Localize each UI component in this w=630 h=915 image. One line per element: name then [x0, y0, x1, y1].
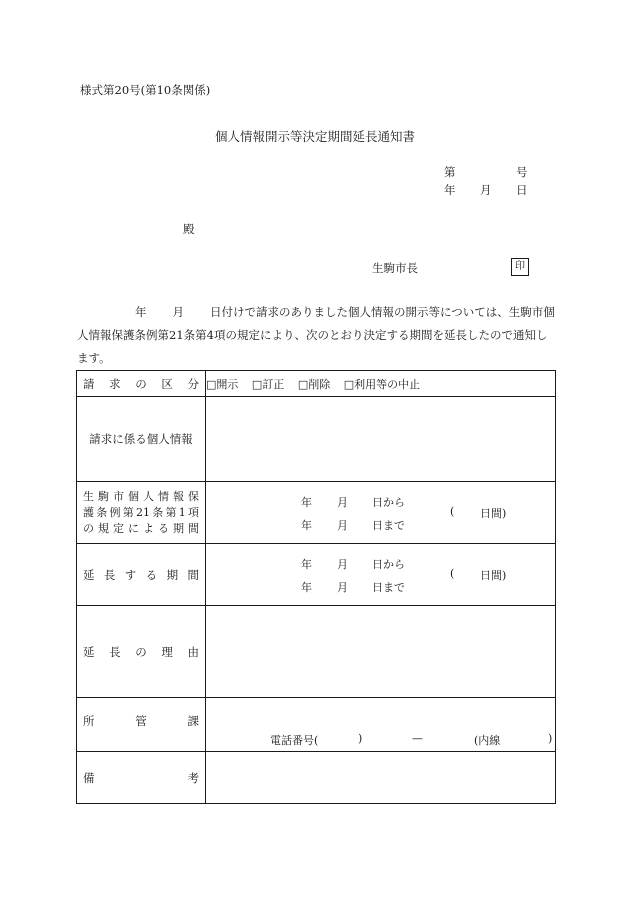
row-department [77, 698, 556, 752]
ep-days-close: 日間) [480, 569, 507, 582]
remarks-value[interactable] [206, 752, 556, 804]
body-text: 日付けで請求のありました個人情報の開示等については、生駒市個人情報保護条例第21条第4項の規定により、次のとおり決定する期間を延長したので通知します。 [77, 305, 555, 365]
issuer: 生駒市長 [372, 261, 418, 275]
ep-from-day: 日から [372, 558, 405, 571]
phone-label: 電話番号( [270, 734, 319, 747]
ep-to-day: 日まで [372, 581, 405, 594]
addressee-honorific: 殿 [183, 222, 195, 236]
option-stop-use[interactable]: □利用等の中止 [343, 377, 421, 391]
seal-stamp: 印 [511, 258, 529, 276]
row-personal-info [77, 397, 556, 482]
document-title: 個人情報開示等決定期間延長通知書 [214, 129, 415, 144]
row-ordinance-period [77, 482, 556, 544]
ep-from-month: 月 [337, 558, 348, 571]
label-personal-info: 請求に係る個人情報 [77, 397, 206, 482]
document-number-prefix: 第 [444, 165, 456, 179]
form-number: 様式第20号(第10条関係) [80, 83, 211, 97]
personal-info-value[interactable] [206, 397, 556, 482]
phone-dash: — [412, 732, 423, 745]
extension-open: (内線 [474, 734, 501, 747]
option-correction[interactable]: □訂正 [251, 377, 285, 391]
label-ordinance-period: 生 駒 市 個 人 情 報 保 護 条 例 第 21 条 第 1 項 の 規 定 に よ る 期 間 [77, 482, 206, 544]
label-extension-period: 延 長 す る 期 間 [77, 544, 206, 606]
label-reason: 延 長 の 理 由 [77, 606, 206, 698]
label-request-type-text: 請 求 の 区 分 [83, 376, 199, 391]
op-to-day: 日まで [372, 519, 405, 532]
op-days-open: ( [450, 505, 455, 518]
date-month: 月 [480, 183, 492, 197]
request-type-options [206, 371, 556, 397]
body-month: 月 [172, 305, 184, 319]
option-disclosure[interactable]: □開示 [206, 377, 239, 391]
row-reason [77, 606, 556, 698]
row-extension-period [77, 544, 556, 606]
op-days-close: 日間) [480, 507, 507, 520]
ep-to-year: 年 [301, 581, 312, 594]
op-to-month: 月 [337, 519, 348, 532]
extension-period-value[interactable] [206, 544, 556, 606]
reason-value[interactable] [206, 606, 556, 698]
op-from-day: 日から [372, 496, 405, 509]
label-remarks: 備 考 [77, 752, 206, 804]
option-deletion[interactable]: □削除 [297, 377, 331, 391]
phone-close: ) [358, 732, 363, 745]
ep-days-open: ( [450, 567, 455, 580]
body-year: 年 [135, 305, 147, 319]
row-request-type [77, 371, 556, 397]
body-paragraph [77, 301, 557, 370]
ordinance-period-value[interactable] [206, 482, 556, 544]
op-from-month: 月 [337, 496, 348, 509]
ep-from-year: 年 [301, 558, 312, 571]
document-number-suffix: 号 [516, 165, 528, 179]
label-request-type [77, 371, 206, 397]
extension-form-table [76, 370, 556, 804]
op-to-year: 年 [301, 519, 312, 532]
ep-to-month: 月 [337, 581, 348, 594]
label-department: 所 管 課 [77, 698, 206, 752]
extension-close: ) [548, 732, 553, 745]
date-year: 年 [444, 183, 456, 197]
department-value[interactable] [206, 698, 556, 752]
row-remarks [77, 752, 556, 804]
date-day: 日 [516, 183, 528, 197]
op-from-year: 年 [301, 496, 312, 509]
